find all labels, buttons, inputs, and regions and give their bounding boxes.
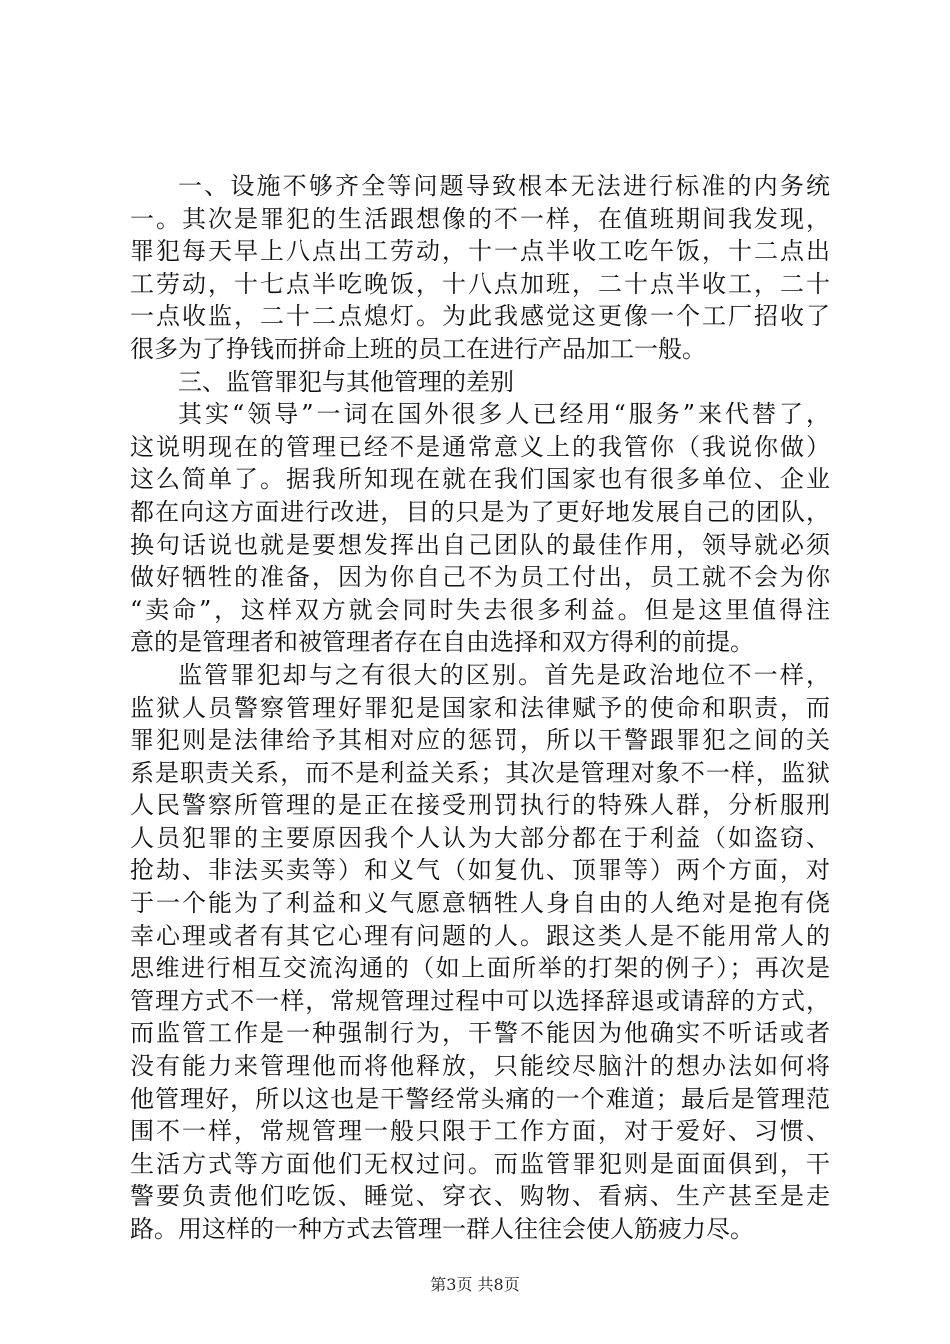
text-line: 他管理好，所以这也是干警经常头痛的一个难道；最后是管理范 (130, 1084, 830, 1113)
text-line: 换句话说也就是要想发挥出自己团队的最佳作用，领导就必须 (130, 530, 830, 559)
text-line: 幸心理或者有其它心理有问题的人。跟这类人是不能用常人的 (130, 921, 830, 950)
text-line: 路。用这样的一种方式去管理一群人往往会使人筋疲力尽。 (130, 1215, 754, 1243)
text-line: 一点收监，二十二点熄灯。为此我感觉这更像一个工厂招收了 (130, 302, 830, 331)
text-line: 人民警察所管理的是正在接受刑罚执行的特殊人群，分析服刑 (130, 791, 830, 820)
text-line: 监管罪犯却与之有很大的区别。首先是政治地位不一样， (178, 660, 830, 689)
text-line: 其实“领导”一词在国外很多人已经用“服务”来代替了， (178, 400, 830, 429)
text-line: 管理方式不一样，常规管理过程中可以选择辞退或请辞的方式， (130, 986, 830, 1015)
text-line: 一。其次是罪犯的生活跟想像的不一样，在值班期间我发现， (130, 204, 830, 233)
text-line: 罪犯则是法律给予其相对应的惩罚，所以干警跟罪犯之间的关 (130, 726, 830, 755)
text-line: 一、设施不够齐全等问题导致根本无法进行标准的内务统 (178, 172, 830, 200)
text-line: 工劳动，十七点半吃晚饭，十八点加班，二十点半收工，二十 (130, 269, 830, 298)
text-line: 做好牺牲的准备，因为你自己不为员工付出，员工就不会为你 (130, 563, 830, 592)
text-line: “卖命”，这样双方就会同时失去很多利益。但是这里值得注 (130, 595, 830, 624)
text-line: 系是职责关系，而不是利益关系；其次是管理对象不一样，监狱 (130, 758, 830, 787)
text-line: 这说明现在的管理已经不是通常意义上的我管你（我说你做） (130, 432, 830, 461)
text-line: 于一个能为了利益和义气愿意牺牲人身自由的人绝对是抱有侥 (130, 889, 830, 918)
text-line: 抢劫、非法买卖等）和义气（如复仇、顶罪等）两个方面，对 (130, 856, 830, 885)
text-line: 围不一样，常规管理一般只限于工作方面，对于爱好、习惯、 (130, 1117, 830, 1146)
body-text (130, 170, 830, 1246)
page-number-footer: 第3页 共8页 (430, 1275, 520, 1294)
section-heading: 三、监管罪犯与其他管理的差别 (178, 367, 514, 396)
text-line: 监狱人员警察管理好罪犯是国家和法律赋予的使命和职责，而 (130, 693, 830, 722)
text-line: 很多为了挣钱而拼命上班的员工在进行产品加工一般。 (130, 334, 706, 363)
text-line: 生活方式等方面他们无权过问。而监管罪犯则是面面俱到，干 (130, 1149, 830, 1178)
text-line: 没有能力来管理他而将他释放，只能绞尽脑汁的想办法如何将 (130, 1052, 830, 1081)
text-line: 警要负责他们吃饭、睡觉、穿衣、购物、看病、生产甚至是走 (130, 1182, 830, 1211)
text-line: 人员犯罪的主要原因我个人认为大部分都在于利益（如盗窃、 (130, 823, 830, 852)
text-line: 都在向这方面进行改进，目的只是为了更好地发展自己的团队， (130, 497, 830, 526)
text-line: 而监管工作是一种强制行为，干警不能因为他确实不听话或者 (130, 1019, 830, 1048)
text-line: 思维进行相互交流沟通的（如上面所举的打架的例子）；再次是 (130, 954, 830, 983)
text-line: 罪犯每天早上八点出工劳动，十一点半收工吃午饭，十二点出 (130, 237, 830, 266)
text-line: 这么简单了。据我所知现在就在我们国家也有很多单位、企业 (130, 465, 830, 494)
text-line: 意的是管理者和被管理者存在自由选择和双方得利的前提。 (130, 628, 754, 657)
